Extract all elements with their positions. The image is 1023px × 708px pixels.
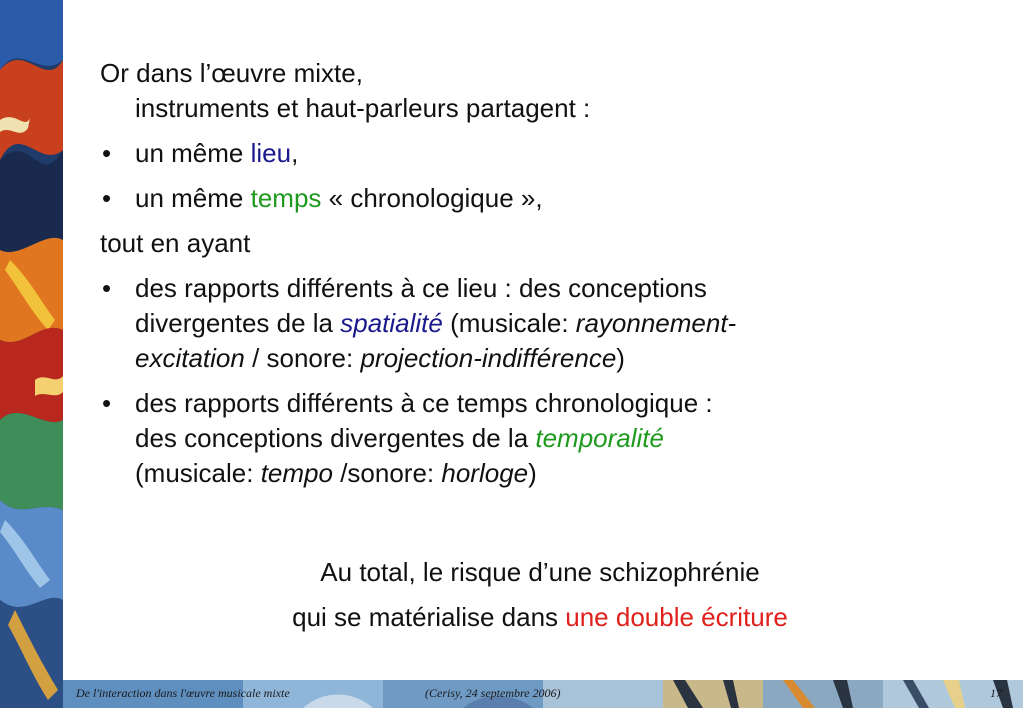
slide-body <box>100 56 980 491</box>
left-decorative-artwork <box>0 0 63 708</box>
bullet-text: des conceptions divergentes de la <box>135 423 536 453</box>
highlight-spatialite: spatialité <box>340 308 443 338</box>
footer-title: De l'interaction dans l'œuvre musicale mixte <box>76 686 290 700</box>
bullet-text: (musicale: <box>135 458 261 488</box>
bullet-text: / sonore: <box>244 343 361 373</box>
bullet-text: (musicale: <box>442 308 576 338</box>
transition-text: tout en ayant <box>100 228 251 258</box>
intro-line-1: Or dans l’œuvre mixte, <box>100 58 363 88</box>
bullet-text: /sonore: <box>332 458 442 488</box>
bullet-text: des rapports différents à ce temps chronologique : <box>135 388 713 418</box>
highlight-lieu: lieu <box>250 138 292 168</box>
footer-event: (Cerisy, 24 septembre 2006) <box>425 686 561 700</box>
page-number: 17 <box>990 686 1002 700</box>
conclusion-line-2 <box>100 597 980 637</box>
italic-term: excitation <box>135 343 245 373</box>
bullet-text: ) <box>528 458 537 488</box>
italic-term: horloge <box>441 458 529 488</box>
italic-term: rayonnement- <box>575 308 737 338</box>
conclusion-text: qui se matérialise dans <box>292 602 566 632</box>
bullet-same-place <box>100 136 980 171</box>
bullet-text: , <box>291 138 299 168</box>
conclusion-line-1: Au total, le risque d’une schizophrénie <box>320 557 760 587</box>
intro-line-2: instruments et haut-parleurs partagent : <box>135 93 591 123</box>
bullet-text: ) <box>616 343 625 373</box>
bullet-same-time <box>100 181 980 216</box>
bullet-text: un même <box>135 183 251 213</box>
italic-term: projection-indifférence <box>360 343 617 373</box>
bullet-temporality <box>100 386 980 491</box>
highlight-temporalite: temporalité <box>535 423 664 453</box>
bullet-spatiality <box>100 271 980 376</box>
highlight-double-ecriture: une double écriture <box>565 602 788 632</box>
slide-area <box>63 0 1023 680</box>
bullet-text: divergentes de la <box>135 308 341 338</box>
highlight-temps: temps <box>250 183 322 213</box>
italic-term: tempo <box>260 458 333 488</box>
bullet-text: « chronologique », <box>321 183 543 213</box>
bullet-text: un même <box>135 138 251 168</box>
bullet-text: des rapports différents à ce lieu : des conceptions <box>135 273 707 303</box>
